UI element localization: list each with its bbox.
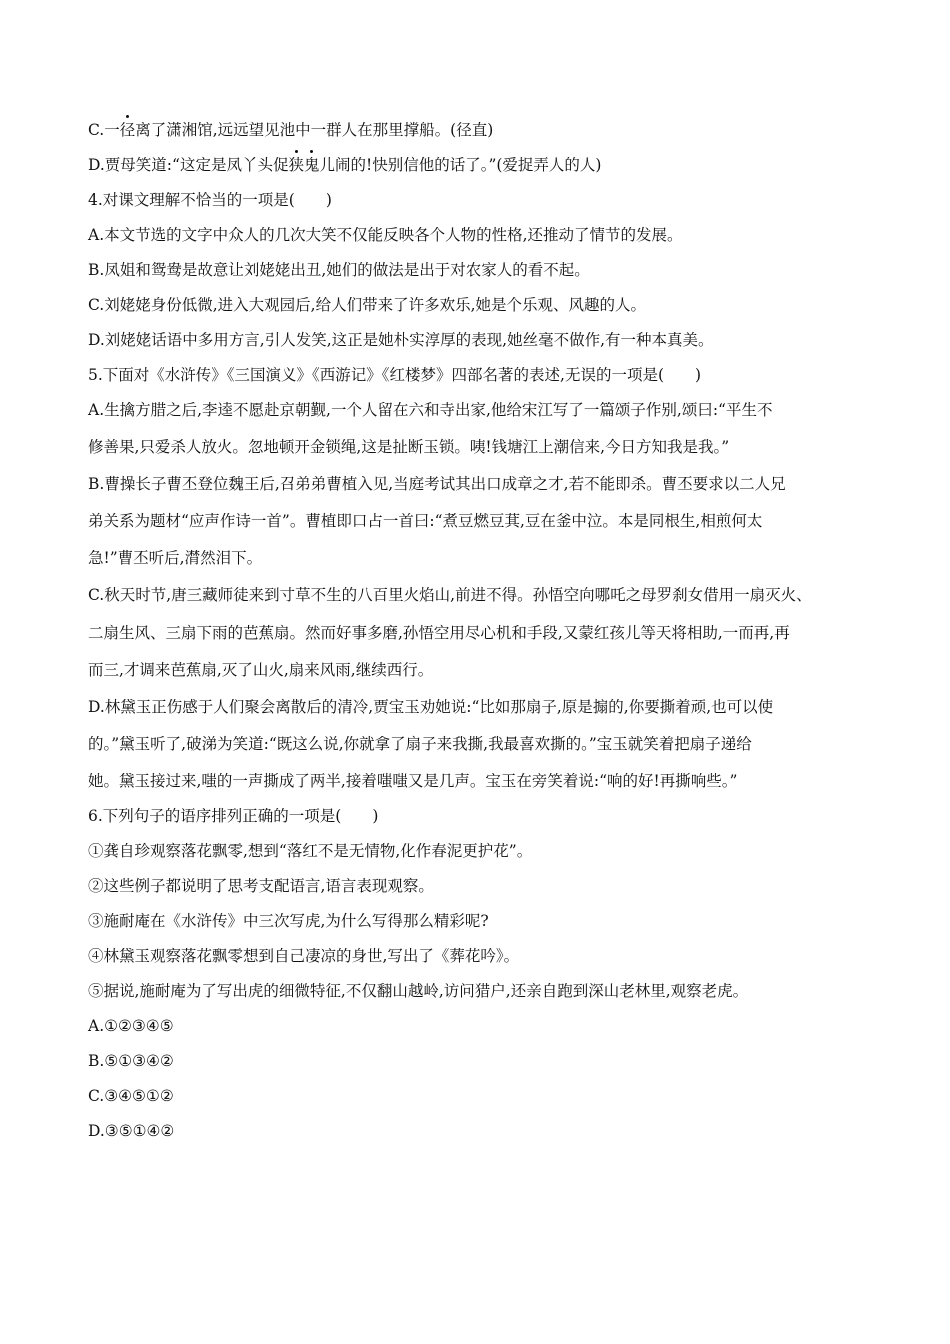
q5-option-c-line: 二扇生风、三扇下雨的芭蕉扇。然而好事多磨,孙悟空用尽心机和手段,又蒙红孩儿等天将相助,一而再,再 [88, 624, 790, 642]
q5-option-b-line: 弟关系为题材“应声作诗一首”。曹植即口占一首曰:“煮豆燃豆萁,豆在釜中泣。本是同根生,相煎何太 [88, 512, 763, 530]
q3-option-d-prefix: D.贾母笑道:“这定是凤丫头促 [88, 156, 289, 174]
q4-option-d: D.刘姥姥话语中多用方言,引人发笑,这正是她朴实淳厚的表现,她丝毫不做作,有一种本真美。 [88, 331, 714, 349]
q6-stem: 6.下列句子的语序排列正确的一项是( ) [88, 807, 379, 825]
q4-option-b: B.凤姐和鸳鸯是故意让刘姥姥出丑,她们的做法是出于对农家人的看不起。 [88, 261, 590, 279]
q3-option-c-rest: 离了潇湘馆,远远望见池中一群人在那里撑船。(径直) [135, 121, 494, 139]
q4-option-c: C.刘姥姥身份低微,进入大观园后,给人们带来了许多欢乐,她是个乐观、风趣的人。 [88, 296, 647, 314]
q3-option-c [88, 120, 878, 140]
q6-sentence-4: ④林黛玉观察落花飘零想到自己凄凉的身世,写出了《葬花吟》。 [88, 947, 520, 965]
q6-option-d: D.③⑤①④② [88, 1122, 175, 1140]
emphasis-dot-char: 鬼 [303, 156, 320, 174]
q4-stem: 4.对课文理解不恰当的一项是( ) [88, 191, 332, 209]
q3-option-d [88, 155, 878, 175]
q5-option-c-line: C.秋天时节,唐三藏师徒来到寸草不生的八百里火焰山,前进不得。孙悟空向哪吒之母罗刹女借用一扇灭火、 [88, 586, 812, 604]
q5-option-d-line: 她。黛玉接过来,嗤的一声撕成了两半,接着嗤嗤又是几声。宝玉在旁笑着说:“响的好!再撕响些。” [88, 772, 738, 790]
q5-option-c-line: 而三,才调来芭蕉扇,灭了山火,扇来风雨,继续西行。 [88, 661, 434, 679]
q6-option-b: B.⑤①③④② [88, 1052, 174, 1070]
emphasis-dot-char: 狭 [288, 156, 304, 174]
q4-option-a: A.本文节选的文字中众人的几次大笑不仅能反映各个人物的性格,还推动了情节的发展。 [88, 226, 683, 244]
q5-option-d-line: D.林黛玉正伤感于人们聚会离散后的清冷,贾宝玉劝她说:“比如那扇子,原是搧的,你要撕着顽,也可以使 [88, 698, 774, 716]
q6-sentence-5: ⑤据说,施耐庵为了写出虎的细微特征,不仅翻山越岭,访问猎户,还亲自跑到深山老林里,观察老虎。 [88, 982, 749, 1000]
q6-sentence-1: ①龚自珍观察落花飘零,想到“落红不是无情物,化作春泥更护花”。 [88, 842, 533, 860]
q5-option-b-line: 急!”曹丕听后,潸然泪下。 [88, 549, 263, 567]
q5-option-d-line: 的。”黛玉听了,破涕为笑道:“既这么说,你就拿了扇子来我撕,我最喜欢撕的。”宝玉就笑着把扇子递给 [88, 735, 752, 753]
q6-sentence-3: ③施耐庵在《水浒传》中三次写虎,为什么写得那么精彩呢? [88, 912, 489, 930]
q6-option-a: A.①②③④⑤ [88, 1017, 174, 1035]
q3-option-c-prefix: C.一 [88, 121, 120, 139]
q5-stem: 5.下面对《水浒传》《三国演义》《西游记》《红楼梦》四部名著的表述,无误的一项是( ) [88, 366, 702, 384]
q6-option-c: C.③④⑤①② [88, 1087, 174, 1105]
q5-option-a-line: A.生擒方腊之后,李逵不愿赴京朝觐,一个人留在六和寺出家,他给宋江写了一篇颂子作别,颂曰:“平生不 [88, 401, 773, 419]
q3-option-d-rest: 儿闹的!快别信他的话了。”(爱捉弄人的人) [319, 156, 602, 174]
q6-sentence-2: ②这些例子都说明了思考支配语言,语言表现观察。 [88, 877, 434, 895]
q5-option-b-line: B.曹操长子曹丕登位魏王后,召弟弟曹植入见,当庭考试其出口成章之才,若不能即杀。曹丕要求以二人兄 [88, 475, 786, 493]
q5-option-a-line: 修善果,只爱杀人放火。忽地顿开金锁绳,这是扯断玉锁。咦!钱塘江上潮信来,今日方知我是我。” [88, 438, 730, 456]
emphasis-dot-char: 径 [119, 121, 136, 139]
